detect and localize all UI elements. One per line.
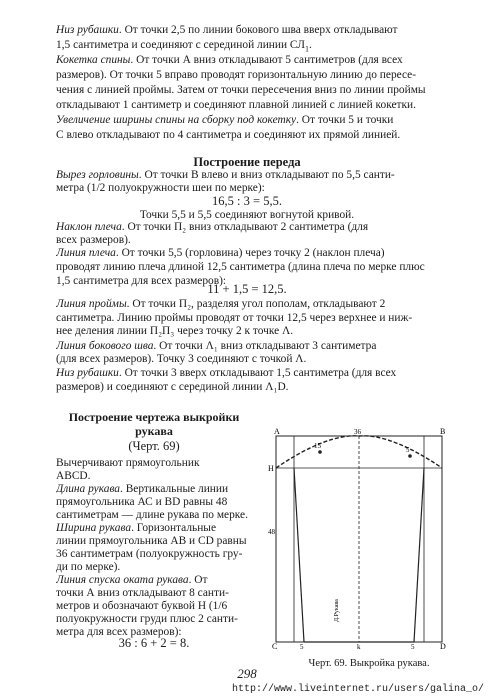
sleeve-line [56,599,256,613]
line-text: ди по мерке). [56,561,121,573]
sleeve-line [56,586,256,600]
top-block-line [56,83,438,97]
sleeve-line [56,456,256,470]
line-text: 1,5 сантиметра и соединяют с серединой линии СЛ [56,39,305,51]
front-line [56,311,438,325]
lead-term: Наклон плеча [56,221,122,233]
top-block-line [56,98,438,112]
sleeve-line [56,508,256,522]
line-text: полуокружности груди плюс 2 санти- [56,613,238,625]
line-text: . От точки В влево и вниз откладывают по 5,5 санти- [138,169,395,181]
label-bottom-left: 5 [300,643,304,650]
formula-3: 36 : 6 + 2 = 8. [118,636,190,650]
line-text: 1 [304,44,309,54]
label-b: B [440,427,446,436]
front-line [56,380,438,394]
line-text: . От точки 5,5 (горловина) через точку 2 (наклон плеча) [115,247,385,259]
sleeve-pattern-diagram [268,426,450,650]
line-text: сантиметрам — длине рукава по мерке. [56,509,248,521]
line-text: (для всех размеров). Точку 3 соединяют с точкой Λ. [56,353,307,365]
line-text: Точки 5,5 и 5,5 соединяют вогнутой кривой. [139,209,355,221]
front-line [56,297,438,311]
line-text: . От точки А вниз откладывают 5 сантиметров (для всех [130,54,403,66]
line-text: метров и обозначают буквой Н (1/6 [56,600,228,612]
front-line [56,352,438,366]
line-text: нее деления линии П₂П₃ через точку 2 к точке Λ. [56,325,294,337]
label-left: 48 [268,528,275,536]
top-block-line [56,128,438,142]
formula-1: 16,5 : 3 = 5,5. [212,194,282,208]
label-h: H [268,464,274,473]
lead-term: Увеличение ширины спины на сборку под кокетку [56,114,297,126]
line-text: . От точки П₂ вниз откладывают 2 сантиметра (для [121,221,369,233]
lead-term: Линия проймы [56,298,127,310]
sleeve-heading-line2: рукава [135,424,173,438]
line-text: . От точки Λ₁ вниз откладывают 3 сантиметра [153,340,377,352]
line-text: прямоугольника АС и BD равны 48 [56,496,228,508]
line-text: 36 сантиметрам (полуокружность гру- [56,548,243,560]
sleeve-line [56,547,256,561]
label-top: 36 [354,428,361,436]
label-5: 5 [406,446,410,454]
line-text: . От точки П₂, разделяя угол пополам, откладывают 2 [126,298,386,310]
label-15: 15 [314,442,321,450]
front-line [56,339,438,353]
sleeve-heading-ref: (Черт. 69) [128,439,180,453]
line-text: ABCD. [56,470,91,482]
sleeve-line [56,469,256,483]
label-c: C [272,642,278,650]
right-seam [414,468,424,642]
lead-term: Ширина рукава [56,522,132,534]
line-text: откладывают 1 сантиметр и соединяют плавной линией с линией кокетки. [56,99,416,111]
line-text: метра (1/2 полуокружности шеи по мерке): [56,182,265,194]
front-line [56,366,438,380]
line-text: Вычерчивают прямоугольник [56,457,200,469]
label-d: D [440,642,446,650]
cap-point-5 [408,454,412,458]
front-line [56,181,438,195]
sleeve-line [56,612,256,626]
top-block-line [56,68,438,82]
label-a: A [274,427,280,436]
sleeve-line [56,534,256,548]
line-text: . От точки 5 и точки [296,114,394,126]
label-k: k [357,643,361,650]
line-text: С влево откладывают по 4 сантиметра и соединяют их прямой линией. [56,129,401,141]
figure-caption: Черт. 69. Выкройка рукава. [308,658,430,669]
lead-term: Длина рукава [56,483,121,495]
sleeve-heading-line1: Построение чертежа выкройки [68,410,240,424]
front-line [56,220,438,234]
line-text: . [308,39,312,51]
top-block-line [56,53,438,67]
front-heading: Построение переда [193,155,301,169]
line-text: . От точки 3 вверх откладывают 1,5 сантиметра (для всех [118,367,397,379]
line-text: . От точки 2,5 по линии бокового шва вверх откладывают [118,24,398,36]
line-text: метра для всех размеров): [56,626,182,638]
front-line [56,324,438,338]
page-number: 298 [237,666,257,681]
sleeve-line [56,573,256,587]
line-text: размеров) и соединяют с серединой линии Λ₁D. [56,381,289,393]
line-text: . Вертикальные линии [120,483,229,495]
source-url: http://www.liveinternet.ru/users/galina_o/ [231,684,484,695]
lead-term: Линия спуска оката рукава [56,574,189,586]
line-text: проводят линию плеча длиной 12,5 сантиметра (длина плеча по мерке плюс [56,261,425,273]
line-text: сантиметра. Линию проймы проводят от точки 12,5 через верхнее и ниж- [56,312,413,324]
front-line [56,246,438,260]
line-text: точки А вниз откладывают 8 санти- [56,587,229,599]
label-bottom-right: 5 [411,643,415,650]
line-text: . От [188,574,208,586]
line-text: 1,5 сантиметра для всех размеров): [56,275,227,287]
front-line [56,233,438,247]
line-text: чения с линией проймы. Затем от точки пересечения вниз по линии проймы [56,84,426,96]
lead-term: Вырез горловины [56,169,139,181]
formula-2: 11 + 1,5 = 12,5. [207,282,287,296]
top-block-line [56,113,438,127]
left-seam [294,468,304,642]
cap-point-15 [318,450,322,454]
lead-term: Кокетка спины [56,54,131,66]
label-rotated: Д.Рукава [334,599,340,622]
sleeve-line [56,560,256,574]
top-block-line [56,23,438,37]
line-text: линии прямоугольника АВ и CD равны [56,535,247,547]
lead-term: Низ рубашки [56,367,119,379]
sleeve-line [56,482,256,496]
sleeve-line [56,495,256,509]
line-text: всех размеров). [56,234,131,246]
line-text: . Горизонтальные [131,522,217,534]
line-text: размеров). От точки 5 вправо проводят горизонтальную линию до пересе- [56,69,417,81]
lead-term: Низ рубашки [56,24,119,36]
front-line [56,260,438,274]
front-line [56,168,438,182]
lead-term: Линия бокового шва [56,340,154,352]
sleeve-line [56,521,256,535]
lead-term: Линия плеча [56,247,116,259]
